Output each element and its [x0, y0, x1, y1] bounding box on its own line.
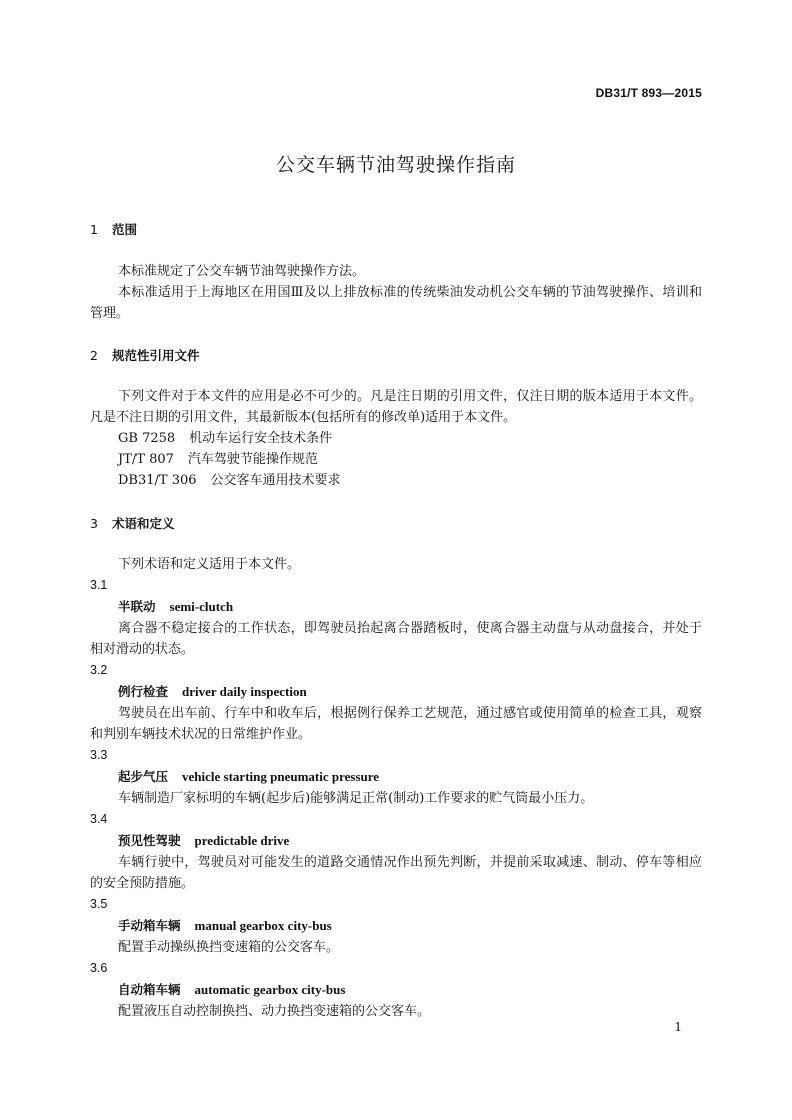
term-definition: 离合器不稳定接合的工作状态，即驾驶员抬起离合器踏板时，使离合器主动盘与从动盘接合，并处于相对滑动的状态。: [90, 621, 702, 657]
reference-name: 机动车运行安全技术条件: [189, 431, 333, 446]
term-en: driver daily inspection: [182, 684, 307, 699]
document-title: 公交车辆节油驾驶操作指南: [275, 154, 516, 176]
section-title: 范围: [112, 222, 138, 237]
reference-item: [90, 470, 702, 491]
term-definition: 配置手动操纵换挡变速箱的公交客车。: [118, 940, 340, 955]
term-definition: 配置液压自动控制换挡、动力换挡变速箱的公交客车。: [118, 1004, 431, 1019]
section-number: 1: [90, 222, 98, 237]
section-title: 规范性引用文件: [112, 348, 200, 363]
page-number: 1: [674, 1020, 682, 1034]
paragraph: 本标准规定了公交车辆节油驾驶操作方法。: [118, 264, 366, 279]
reference-code: GB 7258: [118, 431, 176, 446]
section-2-body: [90, 386, 702, 491]
term-heading: [90, 915, 702, 937]
reference-item: [90, 449, 702, 470]
section-1: [90, 219, 702, 240]
section-1-body: [90, 261, 702, 324]
term-en: predictable drive: [194, 833, 290, 848]
term-heading: [90, 830, 702, 852]
reference-item: [90, 428, 702, 449]
term-heading: [90, 979, 702, 1001]
section-heading: [90, 513, 702, 534]
term-definition: 车辆行驶中，驾驶员对可能发生的道路交通情况作出预先判断，并提前采取减速、制动、停车等相应的安全预防措施。: [90, 855, 702, 891]
term-en: automatic gearbox city-bus: [194, 982, 346, 997]
term-number: 3.5: [90, 897, 108, 911]
section-title: 术语和定义: [112, 516, 175, 531]
reference-name: 汽车驾驶节能操作规范: [187, 452, 318, 467]
reference-code: DB31/T 306: [118, 473, 197, 488]
term-zh: 自动箱车辆: [118, 982, 181, 997]
term-number: 3.4: [90, 812, 108, 826]
term-heading: [90, 766, 702, 788]
section-3: [90, 513, 702, 534]
term-zh: 半联动: [118, 599, 156, 614]
section-number: 3: [90, 516, 98, 531]
term-zh: 起步气压: [118, 769, 169, 784]
term-number: 3.1: [90, 578, 108, 592]
term-en: manual gearbox city-bus: [194, 918, 332, 933]
paragraph: 下列术语和定义适用于本文件。: [118, 557, 301, 572]
standard-number: DB31/T 893—2015: [595, 86, 702, 100]
term-number: 3.3: [90, 748, 108, 762]
section-2: [90, 345, 702, 366]
term-en: vehicle starting pneumatic pressure: [182, 769, 380, 784]
section-number: 2: [90, 348, 98, 363]
term-heading: [90, 681, 702, 703]
term-en: semi-clutch: [169, 599, 234, 614]
term-zh: 例行检查: [118, 684, 169, 699]
reference-code: JT/T 807: [118, 452, 174, 467]
term-zh: 预见性驾驶: [118, 833, 181, 848]
term-definition: 驾驶员在出车前、行车中和收车后，根据例行保养工艺规范，通过感官或使用简单的检查工具，观察和判别车辆技术状况的日常维护作业。: [90, 706, 702, 742]
term-zh: 手动箱车辆: [118, 918, 181, 933]
section-3-body: [90, 554, 702, 1022]
section-heading: [90, 345, 702, 366]
reference-name: 公交客车通用技术要求: [210, 473, 341, 488]
paragraph: 本标准适用于上海地区在用国Ⅲ及以上排放标准的传统柴油发动机公交车辆的节油驾驶操作、培训和管理。: [90, 285, 702, 321]
term-definition: 车辆制造厂家标明的车辆(起步后)能够满足正常(制动)工作要求的贮气筒最小压力。: [118, 791, 594, 806]
term-number: 3.2: [90, 663, 108, 677]
term-number: 3.6: [90, 961, 108, 975]
term-heading: [90, 596, 702, 618]
section-heading: [90, 219, 702, 240]
paragraph: 下列文件对于本文件的应用是必不可少的。凡是注日期的引用文件，仅注日期的版本适用于本文件。凡是不注日期的引用文件，其最新版本(包括所有的修改单)适用于本文件。: [90, 389, 702, 425]
